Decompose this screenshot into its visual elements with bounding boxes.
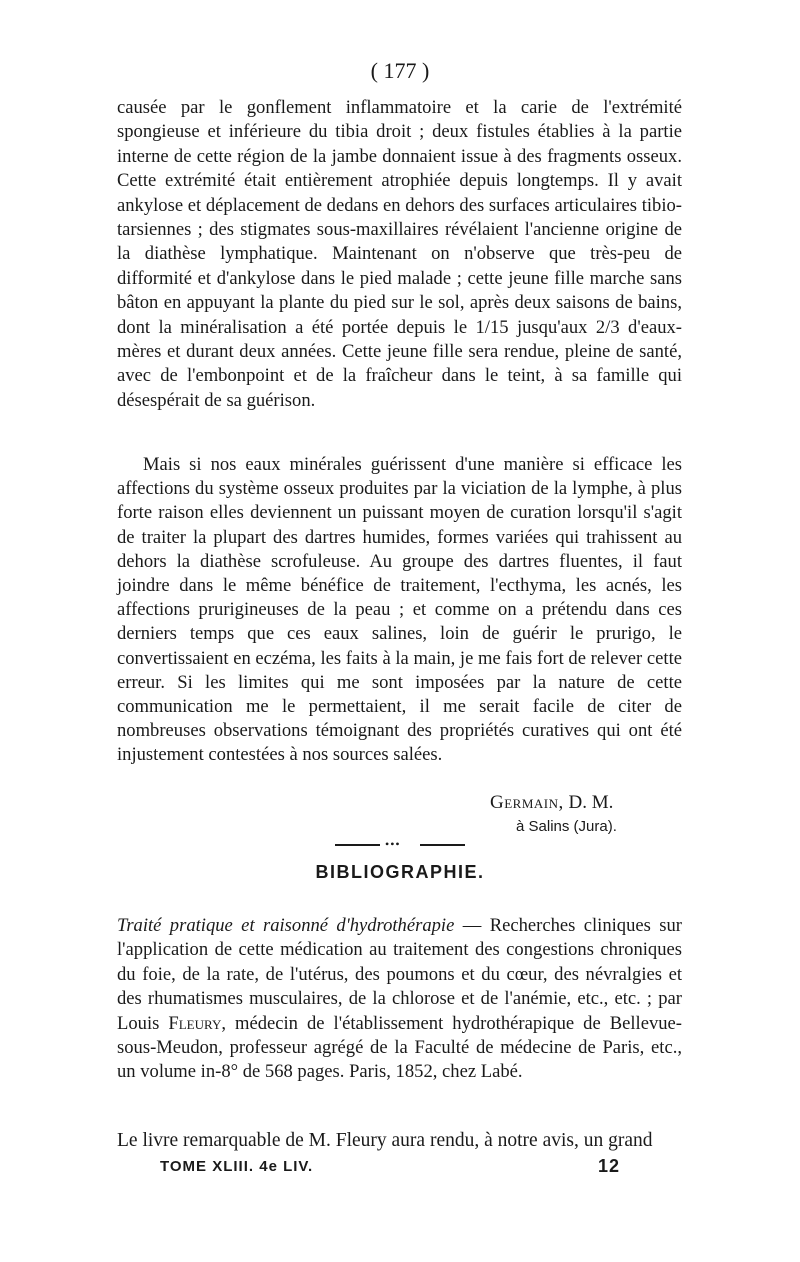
paragraph-case-report: causée par le gonflement inflammatoire et la carie de l'extrémité spongieuse et inférieure du tibia droit ; deux fistules établies à la partie interne de cette région de la jambe donnaient issue à des fragments osseux. Cette extrémité était entièrement atrophiée depuis longtemps. Il y avait ankylose et déplacement de dedans en dehors des surfaces articulaires tibio-tarsiennes ; des stigmates sous-maxillaires révélaient l'ancienne origine de la diathèse lymphatique. Maintenant on n'observe que très-peu de difformité et d'ankylose dans le pied malade ; cette jeune fille marche sans bâton en appuyant la plante du pied sur le sol, après deux saisons de bains, dont la minéralisation a été portée depuis le 1/15 jusqu'aux 2/3 d'eaux-mères et durant deux années. Cette jeune fille sera rendue, pleine de santé, avec de l'embonpoint et de la fraîcheur dans le teint, à sa famille qui désespérait de sa guérison. [117,97,682,411]
text-block-case-report [117,96,682,413]
book-details: , médecin de l'établissement hydrothérapique de Bellevue-sous-Meudon, professeur agrégé de la Faculté de médecine de Paris, etc., un volume in-8° de 568 pages. Paris, 1852, chez Labé. [117,1012,682,1083]
book-title: Traité pratique et raisonné d'hydrothérapie [117,915,455,936]
book-description: — Recherches cliniques sur l'application de cette médication au traitement des congestions chroniques du foie, de la rate, de l'utérus, des poumons et du cœur, des névralgies et des rhumatismes musculaires, de la chlorose et de l'anémie, etc., etc. ; par Louis [117,915,682,1034]
footer-signature-mark: 12 [597,1156,620,1176]
text-block-mineral-waters [117,453,682,768]
paragraph-mineral-waters: Mais si nos eaux minérales guérissent d'une manière si efficace les affections du système osseux produites par la viciation de la lymphe, à plus forte raison elles deviennent un puissant moyen de curation lorsqu'il s'agit de traiter la plupart des dartres humides, formes variées qui trahissent au dehors la diathèse scrofuleuse. Au groupe des dartres fluentes, il faut joindre dans le même bénéfice de traitement, l'ecthyma, les acnés, les affections prurigineuses de la peau ; et comme on a prétendu dans ces derniers temps que ces eaux salines, loin de guérir le prurigo, le convertissaient en eczéma, les faits à la main, je me fais fort de relever cette erreur. Si les limites qui me sont imposées par la nature de cette communication me le permettaient, il me serait facile de citer de nombreuses observations témoignant des propriétés curatives qui ont été injustement contestées à nos sources salées. [117,454,682,766]
section-ornament [335,837,465,851]
footer-volume: TOME XLIII. 4e LIV. [160,1158,314,1175]
book-author: Fleury [168,1012,222,1034]
page-number: ( 177 ) [370,58,430,83]
ornament-dots: ••• [385,837,401,851]
author-title: D. M. [568,792,614,813]
author-signature [490,792,613,814]
author-location: à Salins (Jura). [516,818,617,835]
bibliography-paragraph [117,914,682,1085]
ornament-line-right [420,844,465,846]
ornament-line-left [335,844,380,846]
bibliography-entry [117,914,682,1085]
text-block-review-start [117,1129,682,1153]
author-name: Germain, [490,792,564,813]
section-heading: BIBLIOGRAPHIE. [315,862,485,882]
paragraph-review-start: Le livre remarquable de M. Fleury aura rendu, à notre avis, un grand [117,1130,653,1151]
